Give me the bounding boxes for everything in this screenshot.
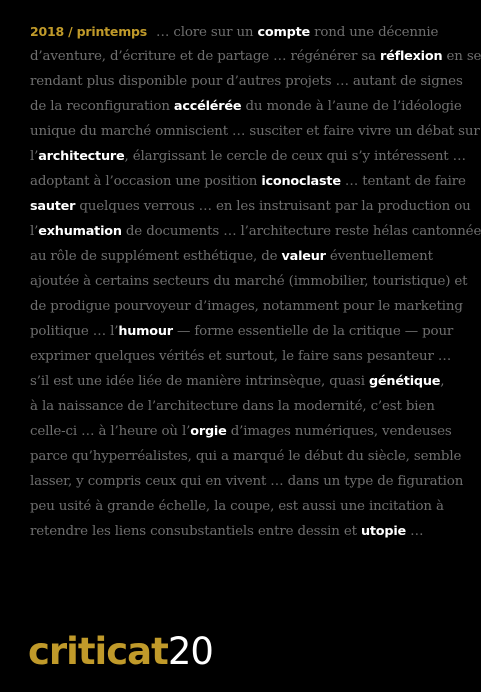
keyword: iconoclaste	[261, 174, 341, 189]
keyword: utopie	[360, 524, 406, 539]
keyword: orgie	[190, 424, 227, 439]
text-line: au rôle de supplément esthétique, de valeur éventuellement	[30, 249, 433, 264]
keyword: compte	[257, 25, 310, 40]
magazine-logo	[28, 630, 213, 674]
text-line: de la reconfiguration accélérée du monde à l’aune de l’idéologie	[30, 99, 462, 114]
keyword: réflexion	[380, 49, 443, 64]
text-line: unique du marché omniscient … susciter et faire vivre un débat sur	[30, 124, 480, 139]
text-line: adoptant à l’occasion une position iconoclaste … tentant de faire	[30, 174, 466, 189]
text-line: à la naissance de l’architecture dans la modernité, c’est bien	[30, 399, 435, 414]
text-line: celle-ci … à l’heure où l’orgie d’images numériques, vendeuses	[30, 424, 452, 439]
text-line: de prodigue pourvoyeur d’images, notamment pour le marketing	[30, 299, 463, 314]
text-line: rendant plus disponible pour d’autres projets … autant de signes	[30, 74, 463, 89]
text-line: exprimer quelques vérités et surtout, le faire sans pesanteur …	[30, 349, 452, 364]
text-line: l’architecture, élargissant le cercle de ceux qui s’y intéressent …	[30, 149, 466, 164]
text-line: politique … l’humour — forme essentielle de la critique — pour	[30, 324, 454, 339]
text-line: parce qu’hyperréalistes, qui a marqué le début du siècle, semble	[30, 449, 462, 464]
keyword: humour	[118, 324, 173, 339]
issue-season: 2018 / printemps	[30, 24, 148, 39]
text-line: l’exhumation de documents … l’architecture reste hélas cantonnée	[30, 224, 481, 239]
text-line: retendre les liens consubstantiels entre dessin et utopie …	[30, 524, 424, 539]
text-line: sauter quelques verrous … en les instruisant par la production ou	[30, 199, 471, 214]
text-line: d’aventure, d’écriture et de partage … régénérer sa réflexion en se	[30, 49, 481, 64]
keyword: génétique	[368, 374, 441, 389]
logo-word: criticat	[28, 630, 168, 673]
keyword: sauter	[30, 199, 76, 214]
keyword: accélérée	[173, 99, 242, 114]
text-line: ajoutée à certains secteurs du marché (immobilier, touristique) et	[30, 274, 468, 289]
issue-number: 20	[167, 630, 213, 673]
keyword: exhumation	[38, 224, 122, 239]
keyword: architecture	[38, 149, 125, 164]
text-line: peu usité à grande échelle, la coupe, est aussi une incitation à	[30, 499, 444, 514]
text-line: 2018 / printemps … clore sur un compte rond une décennie	[30, 24, 439, 40]
keyword: valeur	[281, 249, 326, 264]
text-line: lasser, y compris ceux qui en vivent … dans un type de figuration	[30, 474, 464, 489]
text-line: s’il est une idée liée de manière intrinsèque, quasi génétique,	[30, 374, 445, 389]
cover-text-block	[30, 19, 481, 544]
